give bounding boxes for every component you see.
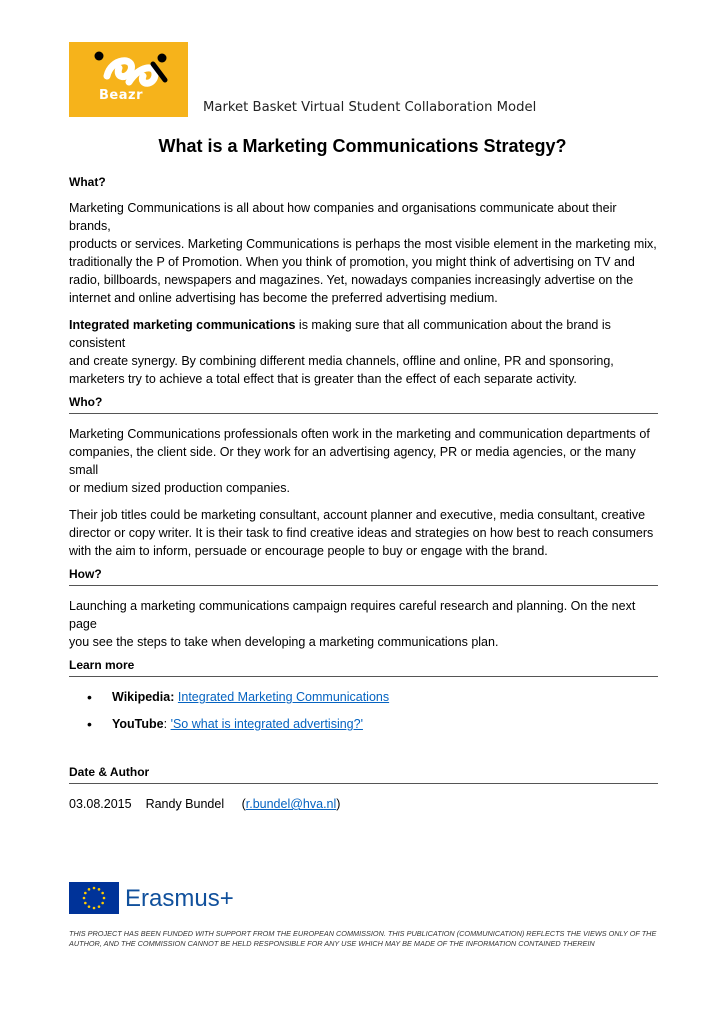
eu-star-icon	[88, 888, 91, 891]
section-heading-who: Who?	[69, 394, 658, 414]
how-paragraph-1: Launching a marketing communications campaign requires careful research and planning. On the next page you see the steps to take when developing a marketing communications plan.	[69, 599, 636, 649]
wikipedia-link[interactable]: Integrated Marketing Communications	[177, 690, 390, 704]
document-body	[69, 174, 658, 822]
erasmus-wordmark: Erasmus+	[125, 885, 234, 912]
eu-star-icon	[83, 897, 86, 900]
learn-more-list	[87, 688, 658, 733]
beazr-logo-mark-icon	[69, 42, 188, 117]
section-heading-learn-more: Learn more	[69, 657, 658, 677]
author-name: Randy Bundel	[145, 797, 225, 811]
eu-star-icon	[101, 892, 104, 895]
open-paren: (	[241, 797, 246, 811]
beazr-logo	[69, 42, 188, 117]
eu-star-icon	[98, 905, 101, 908]
who-paragraph-1: Marketing Communications professionals often work in the marketing and communication departments of companies, the client side. Or they work for an advertising agency, PR or media agencies, or the many small or medium sized production companies.	[69, 427, 650, 495]
wikipedia-label: Wikipedia:	[112, 690, 175, 704]
youtube-label: YouTube	[112, 717, 164, 731]
author-block	[146, 797, 341, 811]
eu-star-icon	[98, 888, 101, 891]
list-item	[87, 688, 658, 706]
close-paren: )	[336, 797, 341, 811]
what-paragraph-2-text: is making sure that all communication about the brand is consistent and create synergy. By combining different media channels, offline and online, PR and sponsoring, marketers try to achieve a total effect that is greater than the effect of each separate activity.	[69, 318, 614, 386]
eu-star-icon	[103, 897, 106, 900]
integrated-marketing-term: Integrated marketing communications	[69, 318, 296, 332]
eu-star-icon	[84, 892, 87, 895]
author-email-link[interactable]: r.bundel@hva.nl	[245, 797, 337, 811]
eu-star-icon	[84, 902, 87, 905]
eu-star-icon	[88, 905, 91, 908]
page-title: What is a Marketing Communications Strategy?	[158, 136, 567, 156]
section-heading-date-author: Date & Author	[69, 764, 658, 784]
section-heading-what: What?	[69, 175, 106, 189]
list-item	[87, 715, 658, 733]
youtube-separator: :	[163, 717, 171, 731]
publish-date: 03.08.2015	[69, 797, 132, 811]
what-paragraph-1: Marketing Communications is all about how companies and organisations communicate about their brands, products or services. Marketing Communications is perhaps the most visible element in the marketing mix, traditionally the P of Promotion. When you think of promotion, you might think of advertising on TV and radio, billboards, newspapers and magazines. Yet, nowadays companies increasingly advertise on the internet and online advertising has become the preferred advertising medium.	[69, 201, 657, 305]
eu-star-icon	[93, 907, 96, 910]
eu-flag-icon	[69, 882, 119, 914]
eu-star-icon	[93, 887, 96, 890]
what-paragraph-2	[69, 316, 658, 388]
funding-disclaimer: THIS PROJECT HAS BEEN FUNDED WITH SUPPORT FROM THE EUROPEAN COMMISSION. THIS PUBLICATION (COMMUNICATION) REFLECTS THE VIEWS ONLY OF THE AUTHOR, AND THE COMMISSION CANNOT BE HELD RESPONSIBLE FOR ANY USE WHICH MAY BE MADE OF THE INFORMATION CONTAINED THEREIN	[69, 929, 657, 948]
section-heading-how: How?	[69, 566, 658, 586]
logo-wordmark: Beazr	[99, 88, 143, 103]
youtube-link[interactable]: 'So what is integrated advertising?'	[170, 717, 363, 731]
model-title: Market Basket Virtual Student Collaboration Model	[203, 100, 537, 115]
who-paragraph-2: Their job titles could be marketing consultant, account planner and executive, media consultant, creative director or copy writer. It is their task to find creative ideas and strategies on how best to reach consumers with the aim to inform, persuade or encourage people to buy or engage with the brand.	[69, 508, 654, 558]
eu-star-icon	[101, 902, 104, 905]
date-author-line	[69, 795, 658, 813]
spacer	[69, 742, 658, 764]
